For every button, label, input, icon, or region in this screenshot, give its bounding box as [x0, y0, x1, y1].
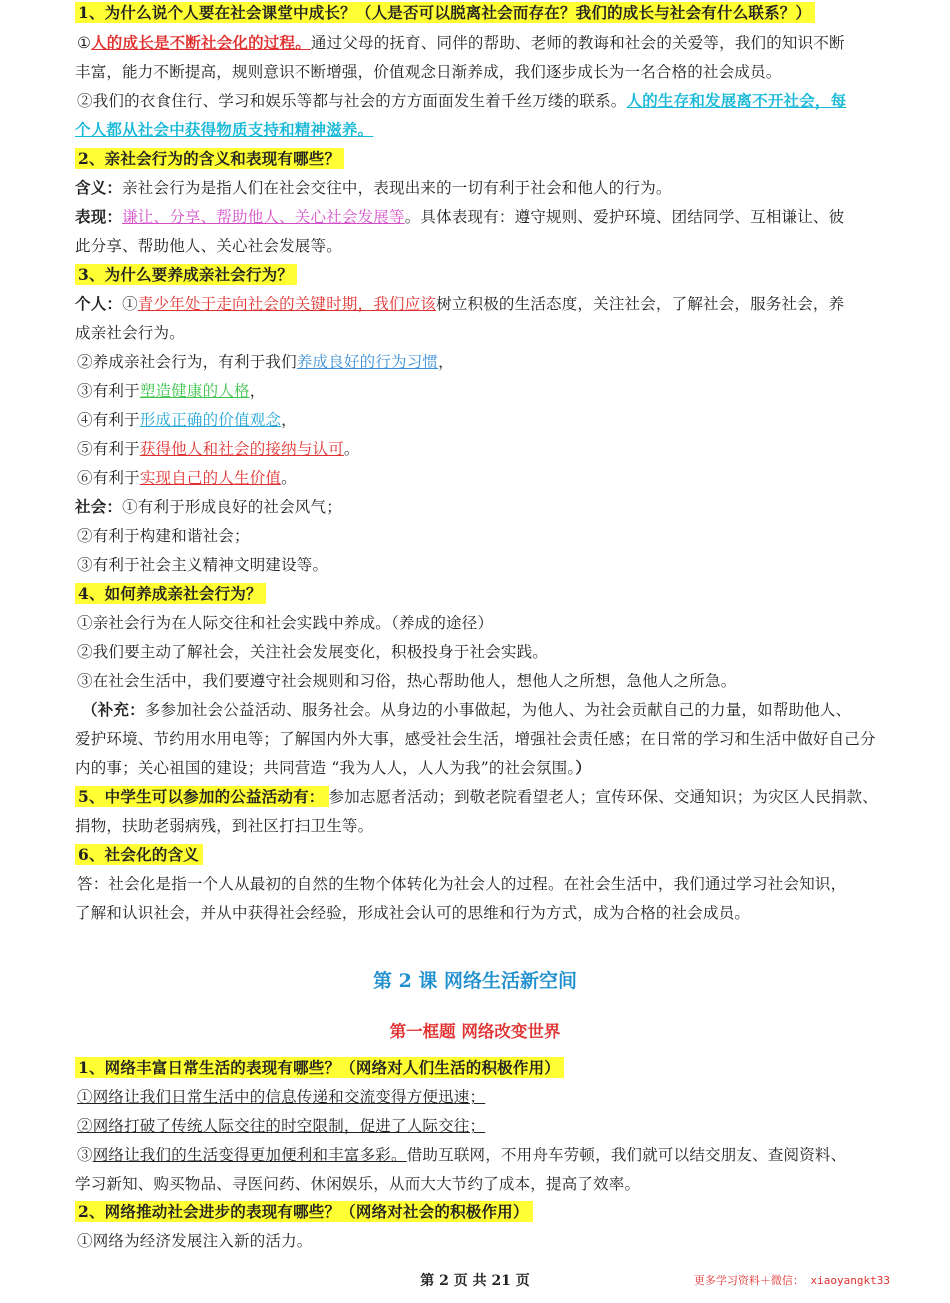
s3-individual-3: ③有利于塑造健康的人格， [77, 382, 266, 400]
footer-promo-note: 更多学习资料＋微信： xiaoyangkt33 [693, 1274, 890, 1287]
s1-paragraph-2: ②我们的衣食住行、学习和娱乐等都与社会的方方面面发生着千丝万缕的联系。人的生存和发展离不开社会，每 [77, 91, 847, 110]
n1-paragraph-3-cont: 学习新知、购买物品、寻医问药、休闲娱乐，从而大大节约了成本，提高了效率。 [75, 1175, 641, 1193]
page-number: 第 2 页 共 21 页 [420, 1273, 530, 1289]
question-2: 2、亲社会行为的含义和表现有哪些？ [75, 149, 911, 169]
n1-paragraph-2: ②网络打破了传统人际交往的时空限制，促进了人际交往； [77, 1117, 486, 1135]
question-5: 5、中学生可以参加的公益活动有： 参加志愿者活动；到敬老院看望老人；宣传环保、交通知识；为灾区人民捐款、 [75, 787, 911, 807]
s3-individual-6: ⑥有利于实现自己的人生价值。 [77, 469, 297, 487]
section-title: 第一框题 网络改变世界 [389, 1022, 561, 1041]
s4-paragraph-2: ②我们要主动了解社会，关注社会发展变化，积极投身于社会实践。 [77, 643, 549, 661]
s3-individual-1-cont: 成亲社会行为。 [75, 324, 185, 342]
s4-paragraph-1: ①亲社会行为在人际交往和社会实践中养成。（养成的途径） [77, 614, 494, 632]
s2-performance: 表现：谦让、分享、帮助他人、关心社会发展等。具体表现有：遵守规则、爱护环境、团结同学、互相谦让、彼 [75, 207, 845, 226]
s6-answer: 答：社会化是指一个人从最初的自然的生物个体转化为社会人的过程。在社会生活中，我们通过学习社会知识， [77, 875, 847, 893]
key-point-highlight: 人的成长是不断社会化的过程。 [91, 33, 311, 52]
question-6: 6、社会化的含义 [75, 845, 911, 865]
question-1: 1、为什么说个人要在社会课堂中成长？（人是否可以脱离社会而存在？我们的成长与社会有什么联系？） [75, 3, 911, 23]
s4-paragraph-3: ③在社会生活中，我们要遵守社会规则和习俗，热心帮助他人，想他人之所想，急他人之所急。 [77, 672, 737, 690]
s6-answer-cont: 了解和认识社会，并从中获得社会经验，形成社会认可的思维和行为方式，成为合格的社会成员。 [75, 904, 751, 922]
s3-individual-1: 个人：①青少年处于走向社会的关键时期，我们应该树立积极的生活态度，关注社会，了解社会，服务社会，养 [75, 294, 845, 313]
net-question-2: 2、网络推动社会进步的表现有哪些？（网络对社会的积极作用） [75, 1202, 911, 1222]
s1-paragraph-1: ①人的成长是不断社会化的过程。通过父母的抚育、同伴的帮助、老师的教诲和社会的关爱等，我们的知识不断 [77, 33, 845, 52]
s3-society-2: ②有利于构建和谐社会； [77, 527, 250, 545]
n2-paragraph-1: ①网络为经济发展注入新的活力。 [77, 1232, 313, 1250]
s5-cont: 捐物，扶助老弱病残，到社区打扫卫生等。 [75, 817, 374, 835]
s4-supplement-cont-2: 内的事；关心祖国的建设；共同营造 “我为人人，人人为我”的社会氛围。） [75, 758, 592, 777]
s1-paragraph-2-cont: 个人都从社会中获得物质支持和精神滋养。 [75, 120, 374, 139]
s3-individual-2: ②养成亲社会行为，有利于我们养成良好的行为习惯， [77, 353, 454, 371]
s1-paragraph-1-cont: 丰富，能力不断提高，规则意识不断增强，价值观念日渐养成，我们逐步成长为一名合格的社会成员。 [75, 63, 782, 81]
question-3: 3、为什么要养成亲社会行为？ [75, 265, 911, 285]
s3-individual-5: ⑤有利于获得他人和社会的接纳与认可。 [77, 440, 360, 458]
s4-supplement: （补充：多参加社会公益活动、服务社会。从身边的小事做起，为他人、为社会贡献自己的力量，如帮助他人、 [82, 700, 852, 719]
net-question-1: 1、网络丰富日常生活的表现有哪些？（网络对人们生活的积极作用） [75, 1058, 911, 1078]
key-point-highlight: 人的生存和发展离不开社会，每 [626, 91, 847, 110]
n1-paragraph-1: ①网络让我们日常生活中的信息传递和交流变得方便迅速； [77, 1088, 486, 1106]
s4-supplement-cont-1: 爱护环境、节约用水用电等；了解国内外大事，感受社会生活，增强社会责任感；在日常的学习和生活中做好自己分 [75, 730, 876, 748]
s3-society-1: 社会：①有利于形成良好的社会风气； [75, 497, 342, 516]
lesson-title: 第 2 课 网络生活新空间 [372, 970, 578, 992]
s3-individual-4: ④有利于形成正确的价值观念， [77, 411, 297, 429]
s2-definition: 含义：亲社会行为是指人们在社会交往中，表现出来的一切有利于社会和他人的行为。 [75, 178, 672, 197]
question-4: 4、如何养成亲社会行为？ [75, 584, 911, 604]
s3-society-3: ③有利于社会主义精神文明建设等。 [77, 556, 329, 574]
n1-paragraph-3: ③网络让我们的生活变得更加便利和丰富多彩。借助互联网，不用舟车劳顿，我们就可以结交朋友、查阅资料、 [77, 1146, 847, 1164]
s2-performance-cont: 此分享、帮助他人、关心社会发展等。 [75, 237, 342, 255]
